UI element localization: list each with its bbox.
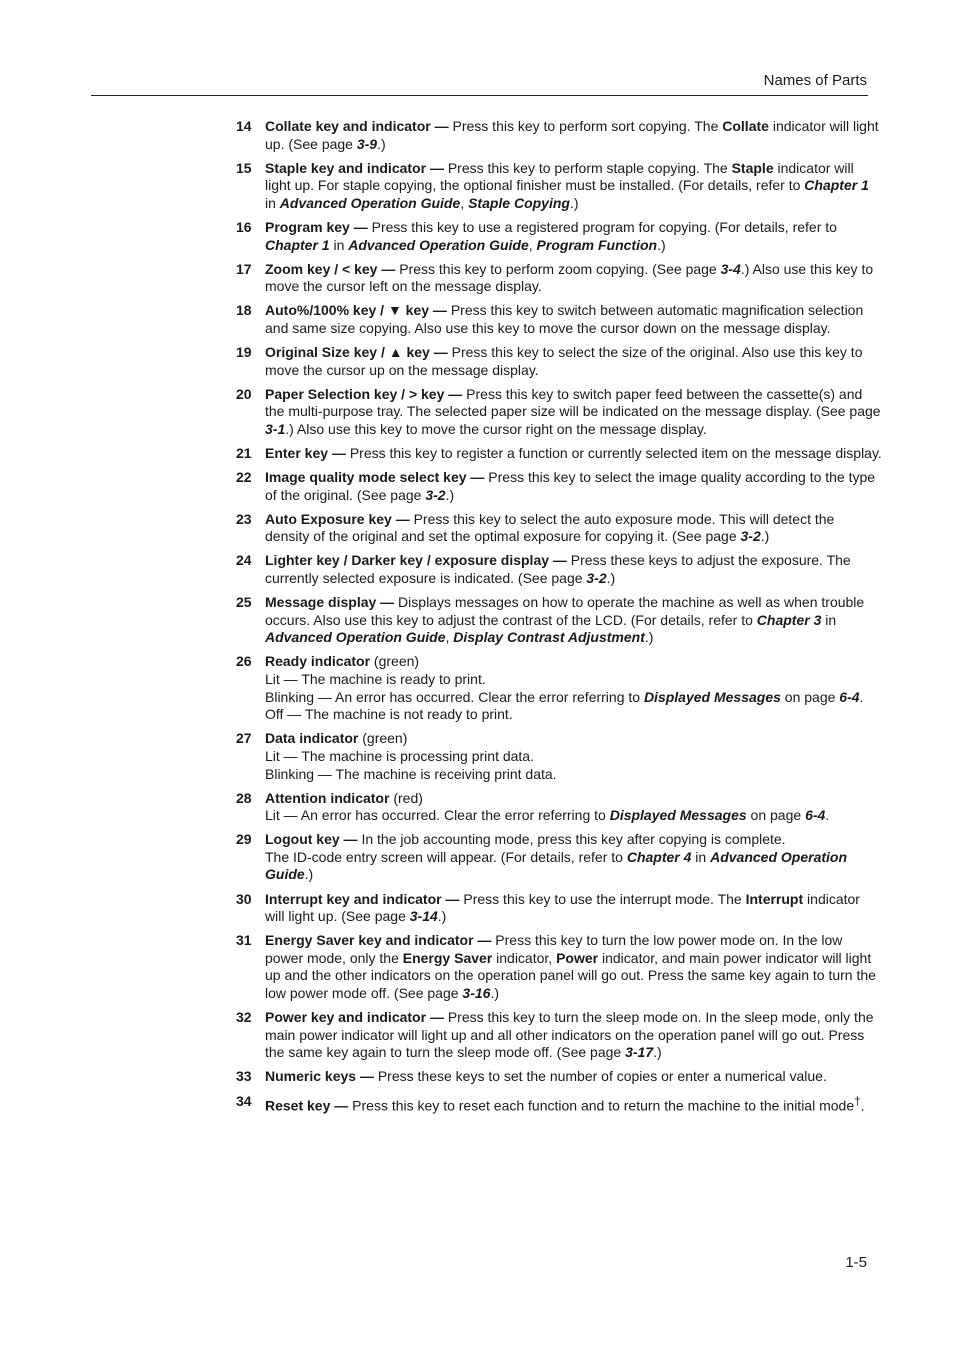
- body-text: .): [445, 486, 455, 503]
- description-line: [265, 932, 882, 1002]
- description-line: [265, 891, 882, 926]
- description-line: [265, 730, 882, 748]
- item-description: [265, 344, 882, 379]
- emphasis-text: Image quality mode select key —: [265, 469, 485, 486]
- item-description: [265, 831, 882, 884]
- body-text: Press this key to switch between automatic magnification selection and same size copying. Also use this key to move the cursor down on the message display.: [265, 302, 864, 336]
- emphasis-text: Power key and indicator —: [265, 1009, 444, 1026]
- body-text: In the job accounting mode, press this key after copying is complete.: [357, 831, 786, 848]
- item-description: [265, 160, 882, 213]
- emphasis-text: Collate key and indicator —: [265, 118, 449, 134]
- item-number: 27: [236, 730, 252, 747]
- emphasis-text: Advanced Operation Guide: [279, 194, 461, 211]
- emphasis-text: Numeric keys —: [265, 1068, 374, 1085]
- item-number: 28: [236, 789, 252, 806]
- body-text: Lit — An error has occurred. Clear the error referring to: [265, 807, 610, 824]
- body-text: indicator, and main power indicator will light up and the other indicators on the operation panel will go out. Press the same key again to turn the low power mode off. (See page: [265, 949, 876, 1002]
- emphasis-text: Advanced Operation Guide: [265, 629, 446, 646]
- body-text: indicator will light up. For staple copying, the optional finisher must be installed. (For details, refer to: [265, 159, 854, 194]
- description-line: [265, 445, 882, 463]
- list-item: [236, 445, 882, 463]
- description-line: [265, 766, 882, 784]
- description-line: [265, 1009, 882, 1062]
- body-text: on page: [746, 807, 806, 824]
- header-rule: [91, 95, 868, 96]
- emphasis-text: 3-14: [409, 908, 438, 925]
- list-item: [236, 730, 882, 783]
- description-line: [265, 552, 882, 587]
- description-line: [265, 160, 882, 213]
- body-text: Press this key to use a registered program for copying. (For details, refer to: [367, 218, 837, 235]
- list-item: [236, 552, 882, 587]
- emphasis-text: Staple key and indicator —: [265, 159, 444, 176]
- list-item: [236, 511, 882, 546]
- item-number: 31: [236, 932, 252, 949]
- body-text: Press this key to register a function or currently selected item on the message display.: [345, 445, 882, 461]
- item-number: 33: [236, 1068, 252, 1085]
- list-item: [236, 118, 882, 153]
- emphasis-text: Energy Saver key and indicator —: [265, 932, 492, 949]
- item-number: 26: [236, 653, 252, 670]
- body-text: (green): [370, 653, 420, 670]
- body-text: Lit — The machine is ready to print.: [265, 671, 486, 688]
- body-text: .): [304, 866, 314, 883]
- emphasis-text: Interrupt: [745, 890, 804, 907]
- list-item: [236, 790, 882, 825]
- body-text: in: [691, 848, 711, 865]
- emphasis-text: 3-9: [356, 135, 378, 152]
- body-text: ,: [460, 194, 469, 211]
- item-description: [265, 790, 882, 825]
- body-text: .: [859, 688, 864, 705]
- emphasis-text: Displayed Messages: [643, 688, 781, 705]
- description-line: [265, 849, 882, 884]
- item-number: 29: [236, 831, 252, 848]
- emphasis-text: 3-2: [425, 486, 446, 503]
- item-description: [265, 1068, 882, 1086]
- body-text: Blinking — The machine is receiving print data.: [265, 765, 557, 782]
- emphasis-text: Chapter 3: [756, 611, 822, 628]
- body-text: ,: [528, 236, 537, 253]
- body-text: .) Also use this key to move the cursor right on the message display.: [285, 420, 707, 437]
- item-number: 24: [236, 552, 252, 569]
- emphasis-text: Enter key —: [265, 445, 346, 461]
- description-line: [265, 807, 882, 825]
- emphasis-text: 3-17: [625, 1044, 654, 1061]
- emphasis-text: Advanced Operation Guide: [348, 236, 529, 253]
- item-number: 15: [236, 159, 252, 176]
- body-text: .: [825, 807, 830, 824]
- emphasis-text: Zoom key / < key —: [265, 260, 396, 277]
- body-text: Blinking — An error has occurred. Clear the error referring to: [265, 688, 644, 705]
- list-item: [236, 344, 882, 379]
- body-text: Press this key to perform zoom copying. (See page: [395, 260, 721, 277]
- description-line: [265, 1093, 882, 1115]
- body-text: ,: [445, 629, 454, 646]
- item-number: 18: [236, 302, 252, 319]
- emphasis-text: Staple Copying: [468, 194, 570, 211]
- body-text: Press this key to select the auto exposure mode. This will detect the density of the original and set the optimal exposure for copying it. (See page: [265, 510, 835, 545]
- list-item: [236, 594, 882, 647]
- body-text: Press this key to switch paper feed between the cassette(s) and the multi-purpose tray. The selected paper size will be indicated on the message display. (See page: [265, 385, 881, 420]
- item-number: 17: [236, 260, 252, 277]
- body-text: .): [490, 985, 500, 1002]
- body-text: Press this key to select the size of the original. Also use this key to move the cursor up on the message display.: [265, 344, 863, 378]
- description-line: [265, 302, 882, 337]
- item-description: [265, 302, 882, 337]
- body-text: The ID-code entry screen will appear. (For details, refer to: [265, 848, 627, 865]
- description-line: [265, 748, 882, 766]
- item-number: 25: [236, 594, 252, 611]
- description-line: [265, 831, 882, 849]
- body-text: .): [437, 908, 447, 925]
- emphasis-text: Auto%/100% key / ▼ key —: [265, 302, 447, 319]
- list-item: [236, 160, 882, 213]
- emphasis-text: Interrupt key and indicator —: [265, 890, 460, 907]
- emphasis-text: Reset key —: [265, 1097, 349, 1114]
- body-text: †: [854, 1094, 861, 1108]
- list-item: [236, 831, 882, 884]
- emphasis-text: Logout key —: [265, 831, 358, 848]
- description-line: [265, 790, 882, 808]
- body-text: indicator will light up. (See page: [265, 118, 879, 152]
- body-text: (red): [389, 789, 423, 806]
- description-line: [265, 118, 882, 153]
- item-description: [265, 932, 882, 1002]
- body-text: in: [265, 194, 280, 211]
- item-description: [265, 511, 882, 546]
- list-item: [236, 302, 882, 337]
- emphasis-text: Data indicator: [265, 730, 359, 747]
- emphasis-text: Ready indicator: [265, 653, 371, 670]
- description-line: [265, 594, 882, 647]
- emphasis-text: Energy Saver: [402, 949, 493, 966]
- body-text: Press this key to use the interrupt mode. The: [459, 890, 746, 907]
- item-description: [265, 552, 882, 587]
- item-description: [265, 219, 882, 254]
- body-text: .: [860, 1097, 865, 1114]
- emphasis-text: Displayed Messages: [609, 807, 747, 824]
- item-description: [265, 594, 882, 647]
- body-text: .): [606, 570, 616, 587]
- item-number: 19: [236, 344, 252, 361]
- item-number: 16: [236, 218, 252, 235]
- item-number: 30: [236, 890, 252, 907]
- emphasis-text: Chapter 4: [626, 848, 692, 865]
- parts-list: [236, 118, 882, 1121]
- body-text: Press this key to turn the low power mode on. In the low power mode, only the: [265, 932, 843, 966]
- body-text: .): [760, 528, 770, 545]
- emphasis-text: Chapter 1: [265, 236, 330, 253]
- item-description: [265, 469, 882, 504]
- body-text: .) Also use this key to move the cursor left on the message display.: [265, 260, 874, 295]
- emphasis-text: Lighter key / Darker key / exposure display —: [265, 552, 567, 569]
- body-text: .): [644, 629, 654, 646]
- item-description: [265, 386, 882, 439]
- emphasis-text: 3-2: [586, 570, 607, 587]
- list-item: [236, 1093, 882, 1115]
- emphasis-text: 3-1: [265, 420, 286, 437]
- description-line: [265, 671, 882, 689]
- emphasis-text: Attention indicator: [265, 789, 390, 806]
- emphasis-text: 3-4: [720, 260, 741, 277]
- description-line: [265, 386, 882, 439]
- body-text: .): [377, 135, 386, 152]
- body-text: Press this key to perform sort copying. The: [448, 118, 723, 134]
- body-text: in: [329, 236, 349, 253]
- description-line: [265, 689, 882, 707]
- description-line: [265, 469, 882, 504]
- emphasis-text: Staple: [731, 159, 774, 176]
- description-line: [265, 511, 882, 546]
- body-text: in: [821, 611, 837, 628]
- body-text: on page: [780, 688, 840, 705]
- list-item: [236, 1009, 882, 1062]
- description-line: [265, 1068, 882, 1086]
- body-text: Off — The machine is not ready to print.: [265, 706, 513, 723]
- emphasis-text: Auto Exposure key —: [265, 510, 410, 527]
- item-description: [265, 730, 882, 783]
- running-header: Names of Parts: [763, 72, 867, 89]
- description-line: [265, 261, 882, 296]
- body-text: Press this key to perform staple copying. The: [443, 159, 732, 176]
- body-text: Press these keys to adjust the exposure. The currently selected exposure is indicated. (See page: [265, 552, 851, 587]
- body-text: Lit — The machine is processing print data.: [265, 747, 534, 764]
- emphasis-text: 6-4: [805, 807, 826, 824]
- list-item: [236, 891, 882, 926]
- item-number: 20: [236, 385, 252, 402]
- description-line: [265, 653, 882, 671]
- item-description: [265, 653, 882, 723]
- emphasis-text: Display Contrast Adjustment: [453, 629, 645, 646]
- body-text: Press this key to turn the sleep mode on. In the sleep mode, only the main power indicator will light up and all other indicators on the operation panel will go out. Press the same key again to turn the sleep mode off. (See page: [265, 1009, 874, 1061]
- description-line: [265, 706, 882, 724]
- item-description: [265, 118, 882, 153]
- description-line: [265, 219, 882, 254]
- item-description: [265, 1009, 882, 1062]
- item-number: 14: [236, 118, 252, 134]
- item-number: 32: [236, 1009, 252, 1026]
- emphasis-text: Paper Selection key / > key —: [265, 385, 463, 402]
- list-item: [236, 261, 882, 296]
- item-description: [265, 445, 882, 463]
- emphasis-text: Program Function: [536, 236, 658, 253]
- item-number: 34: [236, 1092, 252, 1109]
- list-item: [236, 932, 882, 1002]
- body-text: .): [657, 236, 666, 253]
- body-text: indicator will light up. (See page: [265, 890, 860, 925]
- emphasis-text: Advanced Operation Guide: [265, 848, 848, 883]
- list-item: [236, 469, 882, 504]
- emphasis-text: 3-16: [462, 985, 491, 1002]
- item-number: 21: [236, 445, 252, 461]
- item-description: [265, 261, 882, 296]
- list-item: [236, 1068, 882, 1086]
- emphasis-text: Chapter 1: [804, 177, 869, 194]
- emphasis-text: Original Size key / ▲ key —: [265, 344, 448, 361]
- body-text: .): [653, 1044, 662, 1061]
- body-text: (green): [358, 730, 408, 747]
- emphasis-text: Power: [556, 949, 599, 966]
- emphasis-text: 6-4: [839, 688, 860, 705]
- body-text: indicator,: [492, 949, 557, 966]
- emphasis-text: Collate: [722, 118, 769, 134]
- list-item: [236, 653, 882, 723]
- body-text: Press this key to reset each function and to return the machine to the initial mode: [348, 1097, 855, 1114]
- item-number: 23: [236, 510, 252, 527]
- body-text: .): [569, 194, 579, 211]
- list-item: [236, 386, 882, 439]
- body-text: Press this key to select the image quality according to the type of the original. (See page: [265, 469, 876, 503]
- body-text: Displays messages on how to operate the machine as well as when trouble occurs. Also use this key to adjust the contrast of the LCD. (For details, refer to: [265, 594, 865, 628]
- list-item: [236, 219, 882, 254]
- item-number: 22: [236, 469, 252, 486]
- emphasis-text: 3-2: [740, 528, 761, 545]
- body-text: Press these keys to set the number of copies or enter a numerical value.: [373, 1068, 827, 1085]
- page-number: 1-5: [845, 1254, 867, 1271]
- description-line: [265, 344, 882, 379]
- item-description: [265, 1093, 882, 1115]
- item-description: [265, 891, 882, 926]
- emphasis-text: Message display —: [265, 594, 395, 611]
- emphasis-text: Program key —: [265, 218, 368, 235]
